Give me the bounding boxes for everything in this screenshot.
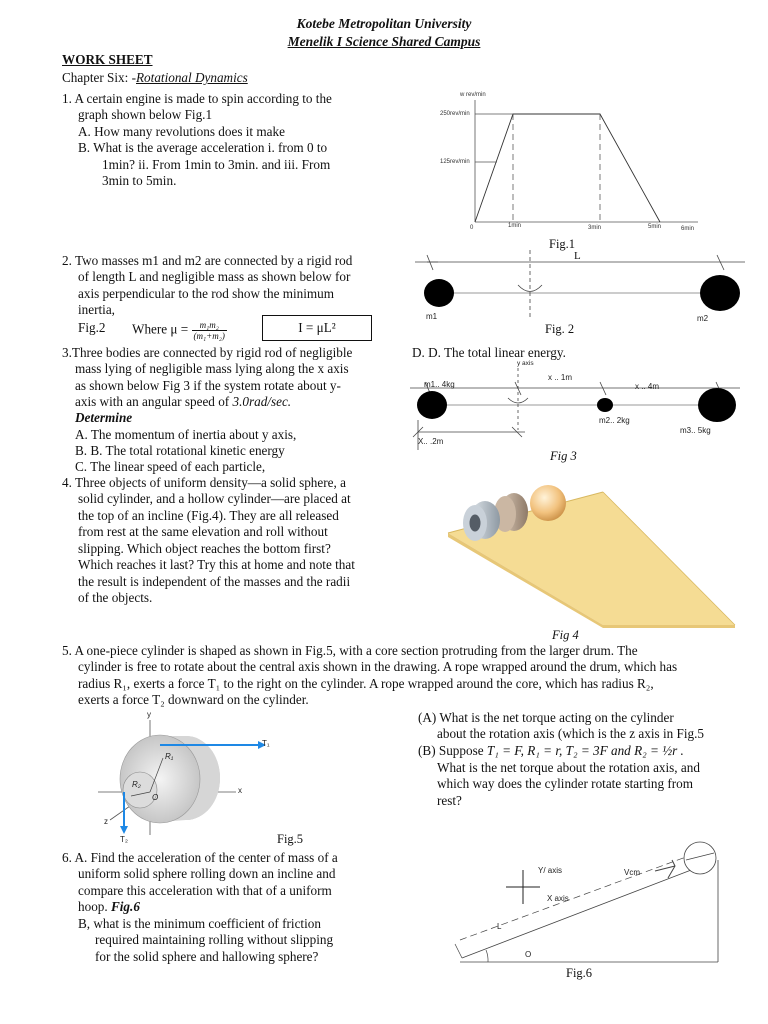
fig5-z-label: z bbox=[104, 817, 108, 826]
fig1-x-tick-6min: 6min bbox=[681, 226, 695, 232]
q4-line-8: of the objects. bbox=[78, 590, 153, 605]
q4-line-5: slipping. Which object reaches the bottom first? bbox=[78, 541, 331, 556]
university-name: Kotebe Metropolitan University bbox=[296, 16, 472, 31]
fig5-r1-label: R₁ bbox=[165, 752, 174, 761]
q2-fig-ref: Fig.2 bbox=[78, 320, 106, 335]
q3-item-d: D. D. The total linear energy. bbox=[412, 345, 566, 360]
fig2-m2-label: m2 bbox=[697, 314, 709, 323]
q5-part-b-line-3: which way does the cylinder rotate starting from bbox=[437, 776, 693, 791]
fig3-x2-label: X.. .2m bbox=[418, 437, 444, 446]
q2-line-3: axis perpendicular to the rod show the minimum bbox=[78, 286, 335, 301]
fig5-x-label: x bbox=[238, 786, 242, 795]
fig1-y-tick-250: 250rev/min bbox=[440, 111, 470, 117]
q4-line-6: Which reaches it last? Try this at home and note that bbox=[78, 557, 355, 572]
q2-line-2: of length L and negligible mass as shown below for bbox=[78, 269, 351, 284]
q6-part-b-line-2: required maintaining rolling without slipping bbox=[95, 932, 334, 947]
fig4-caption: Fig 4 bbox=[552, 628, 579, 642]
fig3-m1-label: m1.. 4kg bbox=[424, 380, 455, 389]
fig6-angle-label: O bbox=[525, 950, 532, 959]
q5-part-b-line-2: What is the net torque about the rotation axis, and bbox=[437, 760, 700, 775]
q5-line-3: radius R₁, exerts a force T₁ to the right on the cylinder. A rope wrapped around the core, which has radius R₂, bbox=[78, 676, 654, 691]
fig3-caption: Fig 3 bbox=[550, 449, 577, 463]
q6-hoop-fig: Fig.6 bbox=[110, 899, 140, 914]
q5-line-4: exerts a force T₂ downward on the cylinder. bbox=[78, 692, 309, 707]
q5-line-2: cylinder is free to rotate about the central axis shown in the drawing. A rope wrapped around the drum, which has bbox=[78, 659, 678, 674]
fig5-y-label: y bbox=[147, 710, 151, 719]
fig1-caption: Fig.1 bbox=[549, 237, 576, 251]
q3-speed: 3.0rad/sec. bbox=[232, 394, 292, 409]
q5-line-1: 5. A one-piece cylinder is shaped as shown in Fig.5, with a core section protruding from the larger drum. The bbox=[62, 643, 638, 658]
fig6-y-axis-label: Y/ axis bbox=[538, 866, 563, 875]
campus-name: Menelik I Science Shared Campus bbox=[287, 34, 481, 49]
q4-line-1: 4. Three objects of uniform density—a solid sphere, a bbox=[62, 475, 346, 490]
q6-line-3: compare this acceleration with that of a uniform bbox=[78, 883, 332, 898]
q4-line-7: the result is independent of the masses and the radii bbox=[78, 574, 351, 589]
q6-line-2: uniform solid sphere rolling down an incline and bbox=[78, 866, 336, 881]
q1-line-2: graph shown below Fig.1 bbox=[78, 107, 213, 122]
fig5-caption: Fig.5 bbox=[277, 832, 304, 846]
q4-line-3: the top of an incline (Fig.4). They are all released bbox=[78, 508, 339, 523]
fig5-origin-label: O bbox=[152, 793, 159, 802]
q5-part-b-line-4: rest? bbox=[437, 793, 462, 808]
q3-line-2: mass lying of negligible mass lying along the x axis bbox=[75, 361, 349, 376]
q5-part-a-line-2: about the rotation axis (which is the z axis in Fig.5 bbox=[437, 726, 705, 741]
q1-line-6: 3min to 5min. bbox=[102, 173, 177, 188]
fig3-y-axis-label: y axis bbox=[517, 360, 534, 367]
q3-determine: Determine bbox=[75, 410, 133, 425]
q3-item-c: C. The linear speed of each particle, bbox=[75, 459, 266, 474]
fig3-m2-label: m2.. 2kg bbox=[599, 416, 630, 425]
fig1-y-tick-125: 125rev/min bbox=[440, 159, 470, 165]
q2-where: Where μ = bbox=[132, 321, 189, 337]
fig5-t1-label: T₁ bbox=[262, 739, 270, 748]
q5-part-b-math: T₁ = F, R₁ = r, T₂ = 3F and R₂ = ½r . bbox=[486, 743, 684, 758]
q4-line-4: from rest at the same elevation and roll without bbox=[78, 524, 328, 539]
q6-part-b-line-1: B, what is the minimum coefficient of friction bbox=[78, 916, 321, 931]
q1-line-4: B. What is the average acceleration i. from 0 to bbox=[78, 140, 328, 155]
q1-line-1: 1. A certain engine is made to spin according to the bbox=[62, 91, 332, 106]
fig1-x-tick-1min: 1min bbox=[508, 223, 522, 229]
q5-part-a-line-1: (A) What is the net torque acting on the cylinder bbox=[418, 710, 674, 725]
fig6-x-axis-label: X axis bbox=[547, 894, 569, 903]
fig5-r2-label: R₂ bbox=[132, 780, 141, 789]
q1-line-3: A. How many revolutions does it make bbox=[78, 124, 285, 139]
q3-line-1: 3.Three bodies are connected by rigid rod of negligible bbox=[62, 345, 353, 360]
fig2-caption: Fig. 2 bbox=[545, 322, 575, 336]
worksheet-title: WORK SHEET bbox=[62, 52, 153, 67]
q3-line-4-text: axis with an angular speed of bbox=[75, 394, 233, 409]
q2-line-4: inertia, bbox=[78, 302, 115, 317]
fig1-y-title: w rev/min bbox=[460, 92, 486, 98]
inertia-formula-box: I = μL² bbox=[262, 315, 372, 341]
fig1-x-tick-5min: 5min bbox=[648, 224, 662, 230]
q6-line-1: 6. A. Find the acceleration of the center of mass of a bbox=[62, 850, 338, 865]
q3-item-b: B. B. The total rotational kinetic energy bbox=[75, 443, 285, 458]
fig3-x1-label: x .. 1m bbox=[548, 373, 573, 382]
q5-part-b-prefix: (B) Suppose bbox=[418, 743, 487, 758]
fig1-x-tick-0: 0 bbox=[470, 225, 474, 231]
fig2-m1-label: m1 bbox=[426, 312, 438, 321]
q1-line-5: 1min? ii. From 1min to 3min. and iii. From bbox=[102, 157, 331, 172]
mu-fraction: $\frac{\text{m₁m₂}}{\text{(m₁+m₂)}}$ bbox=[193, 320, 225, 341]
q4-line-2: solid cylinder, and a hollow cylinder—are placed at bbox=[78, 491, 351, 506]
fig5-t2-label: T₂ bbox=[120, 835, 128, 844]
q6-hoop: hoop. bbox=[78, 899, 111, 914]
q3-item-a: A. The momentum of inertia about y axis, bbox=[75, 427, 297, 442]
q3-line-3: as shown below Fig 3 if the system rotate about y- bbox=[75, 378, 341, 393]
q2-line-1: 2. Two masses m1 and m2 are connected by a rigid rod bbox=[62, 253, 353, 268]
chapter-prefix: Chapter Six: - bbox=[62, 70, 136, 85]
fig6-caption: Fig.6 bbox=[566, 966, 593, 980]
fig6-length-label: L bbox=[497, 922, 502, 931]
fig2-length-label: L bbox=[574, 250, 581, 262]
fig3-x4-label: x .. 4m bbox=[635, 382, 660, 391]
chapter-name: Rotational Dynamics bbox=[136, 70, 248, 85]
fig1-x-tick-3min: 3min bbox=[588, 225, 602, 231]
fig3-m3-label: m3.. 5kg bbox=[680, 426, 711, 435]
q6-part-b-line-3: for the solid sphere and hallowing sphere? bbox=[95, 949, 319, 964]
fig6-vcm-label: Vcm bbox=[624, 868, 640, 877]
